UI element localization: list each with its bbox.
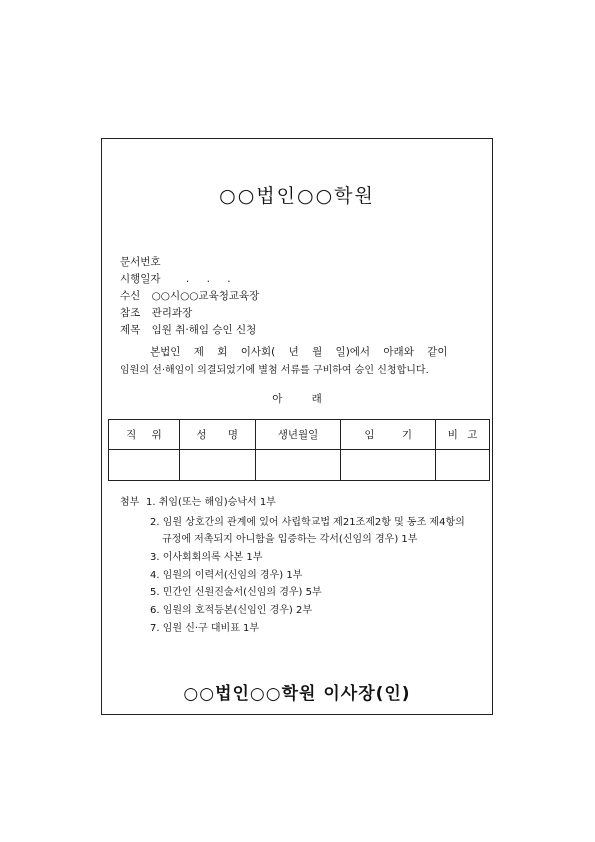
- header-term: 임 기: [341, 420, 436, 450]
- meta-subject: [120, 323, 256, 338]
- meta-label: 수신: [120, 290, 141, 302]
- attachment-item-3: 3. 이사회회의록 사본 1부: [150, 552, 263, 563]
- meta-label: 참조: [120, 307, 141, 319]
- table-header-row: [109, 420, 490, 450]
- attachment-item-2: 2. 임원 상호간의 관계에 있어 사립학교법 제21조제2항 및 동조 제4항의: [150, 517, 465, 528]
- header-remarks: 비 고: [436, 420, 490, 450]
- attachment-item-1: 1. 취임(또는 해임)승낙서 1부: [146, 497, 276, 508]
- meta-value: 관리과장: [151, 307, 193, 319]
- document-frame: [101, 138, 493, 715]
- meta-value: 임원 취·해임 승인 신청: [151, 324, 257, 336]
- body-text-line2: 임원의 선·해임이 의결되었기에 별첨 서류를 구비하여 승인 신청합니다.: [120, 365, 429, 376]
- document-title: ○○법인○○학원: [219, 185, 375, 207]
- meta-label: 시행일자: [120, 273, 161, 285]
- body-text-line1: 본법인 제 회 이사회( 년 월 일)에서 아래와 같이: [150, 346, 448, 358]
- attachment-item-4: 4. 임원의 이력서(신임의 경우) 1부: [150, 570, 303, 581]
- ahrae-heading: 아 래: [272, 393, 322, 405]
- officer-table: [108, 419, 490, 481]
- meta-recipient: [120, 289, 259, 304]
- header-name: 성 명: [179, 420, 255, 450]
- table-cell: [179, 450, 255, 481]
- meta-label: 문서번호: [120, 256, 161, 268]
- meta-value: . . .: [185, 273, 231, 285]
- header-birthdate: 생년월일: [255, 420, 341, 450]
- meta-doc-number: [120, 255, 161, 270]
- meta-date: [120, 272, 231, 287]
- header-position: 직 위: [109, 420, 180, 450]
- table-cell: [436, 450, 490, 481]
- attachment-item-7: 7. 임원 신·구 대비표 1부: [150, 623, 260, 634]
- table-cell: [341, 450, 436, 481]
- attachment-item-6: 6. 임원의 호적등본(신임인 경우) 2부: [150, 605, 313, 616]
- table-cell: [109, 450, 180, 481]
- meta-reference: [120, 306, 192, 321]
- table-row: [109, 450, 490, 481]
- table-cell: [255, 450, 341, 481]
- attachment-item-5: 5. 민간인 신원진술서(신임의 경우) 5부: [150, 587, 322, 598]
- meta-label: 제목: [120, 324, 141, 336]
- attachments-label: 첨부: [120, 497, 140, 508]
- meta-value: ○○시○○교육청교육장: [151, 290, 260, 302]
- attachment-item-2-cont: 규정에 저촉되지 아니함을 입증하는 각서(신임의 경우) 1부: [162, 534, 418, 545]
- signature-line: ○○법인○○학원 이사장(인): [183, 684, 411, 704]
